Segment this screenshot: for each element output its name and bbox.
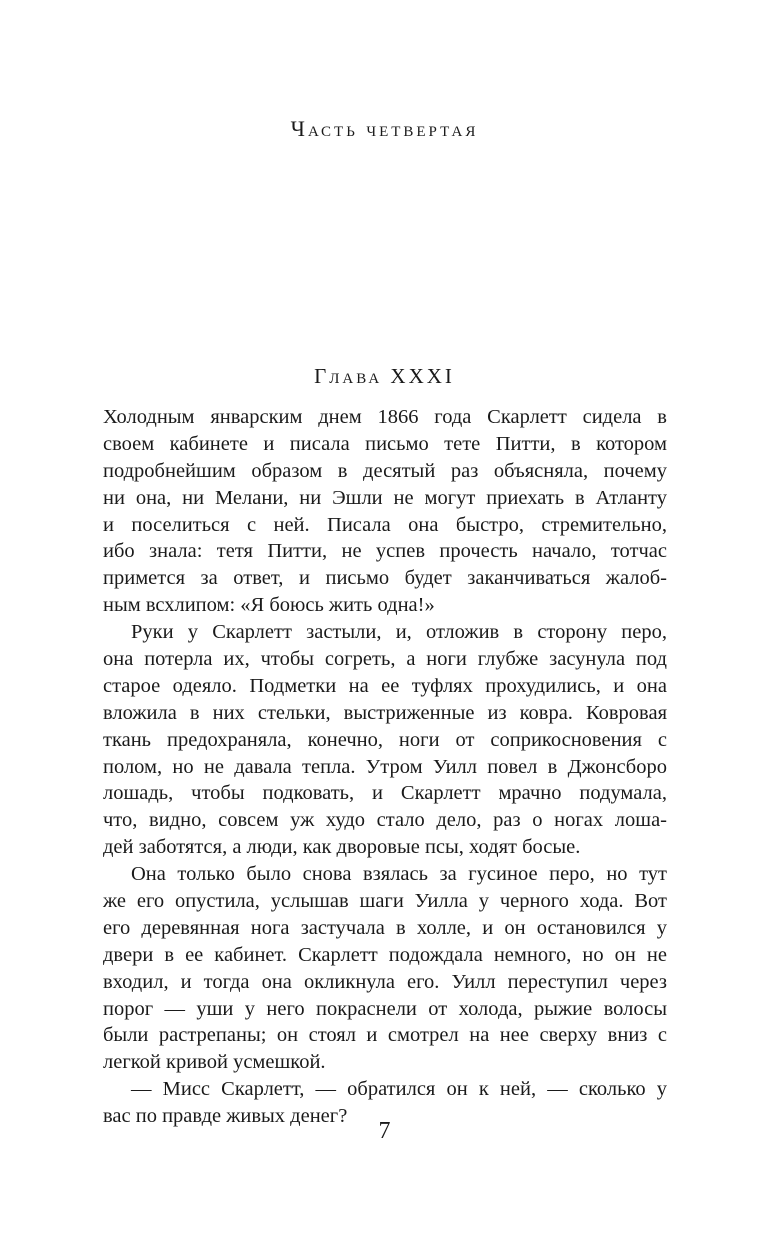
text-line: и поселиться с ней. Писала она быстро, стремительно, xyxy=(103,513,667,536)
part-title: Часть четвертая xyxy=(290,116,479,141)
text-line: — Мисс Скарлетт, — обратился он к ней, — сколько у xyxy=(131,1078,667,1101)
text-line: двери в ее кабинет. Скарлетт подождала немного, но он не xyxy=(103,943,667,966)
text-line: лошадь, чтобы подковать, и Скарлетт мрачно подумала, xyxy=(103,782,667,805)
text-line: она потерла их, чтобы согреть, а ноги глубже засунула под xyxy=(103,648,667,671)
text-line: ибо знала: тетя Питти, не успев прочесть начало, тотчас xyxy=(103,540,667,563)
text-line: его деревянная нога застучала в холле, и он остановился у xyxy=(103,916,667,939)
text-line: Холодным январским днем 1866 года Скарлетт сидела в xyxy=(103,406,667,428)
text-line: подробнейшим образом в десятый раз объясняла, почему xyxy=(103,459,667,482)
text-line: же его опустила, услышав шаги Уилла у черного хода. Вот xyxy=(103,890,667,913)
text-line: вложила в них стельки, выстриженные из ковра. Ковровая xyxy=(103,701,667,724)
chapter-title: Глава XXXI xyxy=(314,364,455,388)
text-line: своем кабинете и писала письмо тете Питти, в котором xyxy=(103,432,667,455)
text-line: вас по правде живых денег? xyxy=(103,1105,348,1128)
text-line: что, видно, совсем уж худо стало дело, раз о ногах лоша- xyxy=(103,809,667,832)
text-line: Она только было снова взялась за гусиное перо, но тут xyxy=(131,863,667,886)
text-line: дей заботятся, а люди, как дворовые псы, ходят босые. xyxy=(103,836,581,859)
text-line: ни она, ни Мелани, ни Эшли не могут приехать в Атланту xyxy=(103,486,667,509)
text-line: были растрепаны; он стоял и смотрел на нее сверху вниз с xyxy=(103,1024,667,1047)
text-line: Руки у Скарлетт застыли, и, отложив в сторону перо, xyxy=(131,621,667,644)
text-line: ткань предохраняла, конечно, ноги от соприкосновения с xyxy=(103,728,667,751)
text-line: полом, но не давала тепла. Утром Уилл повел в Джонсборо xyxy=(103,755,667,778)
text-line: ным всхлипом: «Я боюсь жить одна!» xyxy=(103,594,435,617)
text-line: старое одеяло. Подметки на ее туфлях прохудились, и она xyxy=(103,674,667,697)
page-number: 7 xyxy=(378,1118,391,1144)
body-text xyxy=(103,404,667,1130)
text-line: порог — уши у него покраснели от холода, рыжие волосы xyxy=(103,997,667,1020)
text-line: легкой кривой усмешкой. xyxy=(103,1051,326,1074)
text-line: входил, и тогда она окликнула его. Уилл переступил через xyxy=(103,970,667,993)
text-line: примется за ответ, и письмо будет заканчиваться жалоб- xyxy=(103,567,667,590)
